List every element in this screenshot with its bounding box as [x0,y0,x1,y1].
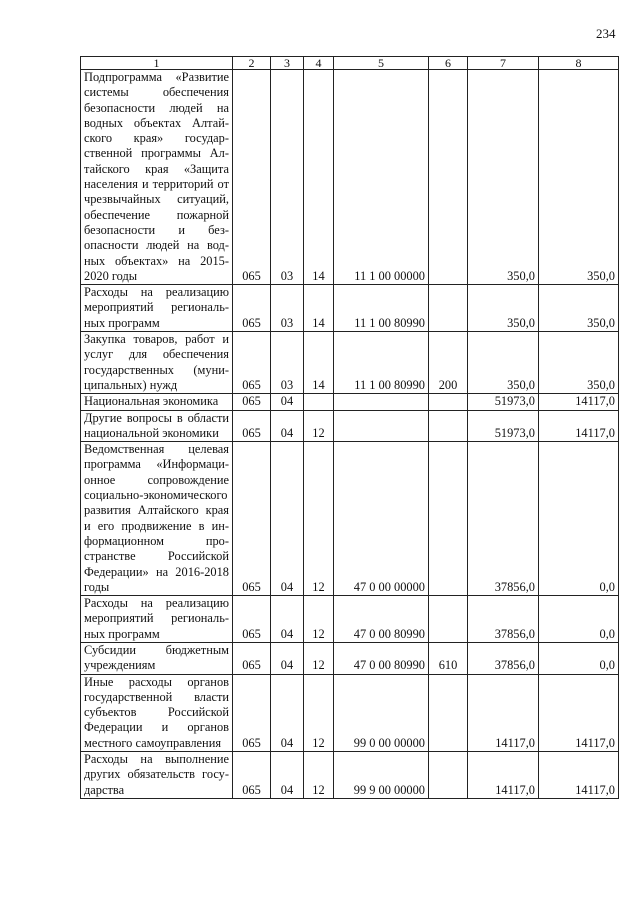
admin-code-cell: 065 [233,285,271,332]
target-article-cell: 11 1 00 80990 [334,332,429,394]
target-article-cell: 11 1 00 00000 [334,70,429,285]
subsection-cell: 12 [304,596,334,643]
row-name-cell: Другие вопросы в области национальной экономики [81,410,233,442]
amount-2018-cell: 0,0 [539,596,619,643]
admin-code-cell: 065 [233,596,271,643]
amount-2018-cell: 14117,0 [539,752,619,799]
row-name-cell: Ведомственная целевая программа «Информационное сопровождение социально-экономического развития Алтайского края и его продвижение в информационном пространстве Российской Федерации» на 2016-2018 годы [81,442,233,596]
target-article-cell [334,394,429,410]
expense-type-cell [429,752,468,799]
section-cell: 04 [271,394,304,410]
admin-code-cell: 065 [233,642,271,674]
table-row [81,752,619,799]
admin-code-cell: 065 [233,752,271,799]
expense-type-cell: 610 [429,642,468,674]
amount-2017-cell: 37856,0 [468,442,539,596]
subsection-cell: 12 [304,442,334,596]
section-cell: 03 [271,285,304,332]
table-row [81,596,619,643]
expense-type-cell [429,674,468,751]
subsection-cell: 14 [304,332,334,394]
row-name-cell: Расходы на реализацию мероприятий региональных программ [81,285,233,332]
subsection-cell: 12 [304,752,334,799]
amount-2018-cell: 14117,0 [539,410,619,442]
admin-code-cell: 065 [233,674,271,751]
amount-2017-cell: 14117,0 [468,674,539,751]
section-cell: 04 [271,642,304,674]
amount-2018-cell: 350,0 [539,285,619,332]
amount-2018-cell: 350,0 [539,332,619,394]
table-row [81,442,619,596]
header-cell: 4 [304,57,334,70]
amount-2018-cell: 14117,0 [539,674,619,751]
section-cell: 04 [271,596,304,643]
amount-2017-cell: 350,0 [468,70,539,285]
table-row [81,410,619,442]
admin-code-cell: 065 [233,410,271,442]
budget-table [80,56,619,799]
expense-type-cell [429,410,468,442]
section-cell: 04 [271,442,304,596]
table-row [81,674,619,751]
amount-2018-cell: 350,0 [539,70,619,285]
subsection-cell: 14 [304,285,334,332]
target-article-cell: 99 0 00 00000 [334,674,429,751]
amount-2018-cell: 0,0 [539,442,619,596]
row-name-cell: Закупка товаров, работ и услуг для обеспечения государственных (муниципальных) нужд [81,332,233,394]
amount-2018-cell: 14117,0 [539,394,619,410]
section-cell: 04 [271,674,304,751]
table-row [81,285,619,332]
subsection-cell: 12 [304,642,334,674]
row-name-cell: Субсидии бюджетным учреждениям [81,642,233,674]
section-cell: 04 [271,410,304,442]
admin-code-cell: 065 [233,394,271,410]
header-cell: 5 [334,57,429,70]
section-cell: 04 [271,752,304,799]
expense-type-cell: 200 [429,332,468,394]
table-row [81,332,619,394]
target-article-cell: 47 0 00 80990 [334,642,429,674]
header-cell: 1 [81,57,233,70]
amount-2017-cell: 14117,0 [468,752,539,799]
subsection-cell: 12 [304,410,334,442]
admin-code-cell: 065 [233,442,271,596]
header-cell: 7 [468,57,539,70]
table-body [81,57,619,799]
section-cell: 03 [271,332,304,394]
expense-type-cell [429,596,468,643]
subsection-cell [304,394,334,410]
expense-type-cell [429,70,468,285]
row-name-cell: Расходы на реализацию мероприятий региональных программ [81,596,233,643]
amount-2017-cell: 37856,0 [468,642,539,674]
row-name-cell: Иные расходы органов государственной власти субъектов Российской Федерации и органов местного самоуправления [81,674,233,751]
amount-2017-cell: 350,0 [468,332,539,394]
header-row [81,57,619,70]
target-article-cell: 11 1 00 80990 [334,285,429,332]
table-row [81,642,619,674]
table-row [81,394,619,410]
row-name-cell: Расходы на выполнение других обязательств государства [81,752,233,799]
page-number: 234 [596,26,616,41]
header-cell: 3 [271,57,304,70]
target-article-cell: 47 0 00 80990 [334,596,429,643]
row-name-cell: Национальная экономика [81,394,233,410]
subsection-cell: 14 [304,70,334,285]
amount-2017-cell: 51973,0 [468,394,539,410]
section-cell: 03 [271,70,304,285]
amount-2017-cell: 37856,0 [468,596,539,643]
header-cell: 2 [233,57,271,70]
amount-2017-cell: 51973,0 [468,410,539,442]
expense-type-cell [429,285,468,332]
row-name-cell: Подпрограмма «Развитие системы обеспечения безопасности людей на водных объектах Алтайского края» государственной программы Алтайского края «Защита населения и территорий от чрезвычайных ситуаций, обеспечение пожарной безопасности и безопасности людей на водных объектах» на 2015-2020 годы [81,70,233,285]
admin-code-cell: 065 [233,70,271,285]
subsection-cell: 12 [304,674,334,751]
table-row [81,70,619,285]
amount-2018-cell: 0,0 [539,642,619,674]
target-article-cell: 99 9 00 00000 [334,752,429,799]
header-cell: 8 [539,57,619,70]
header-cell: 6 [429,57,468,70]
amount-2017-cell: 350,0 [468,285,539,332]
target-article-cell [334,410,429,442]
target-article-cell: 47 0 00 00000 [334,442,429,596]
expense-type-cell [429,394,468,410]
expense-type-cell [429,442,468,596]
admin-code-cell: 065 [233,332,271,394]
